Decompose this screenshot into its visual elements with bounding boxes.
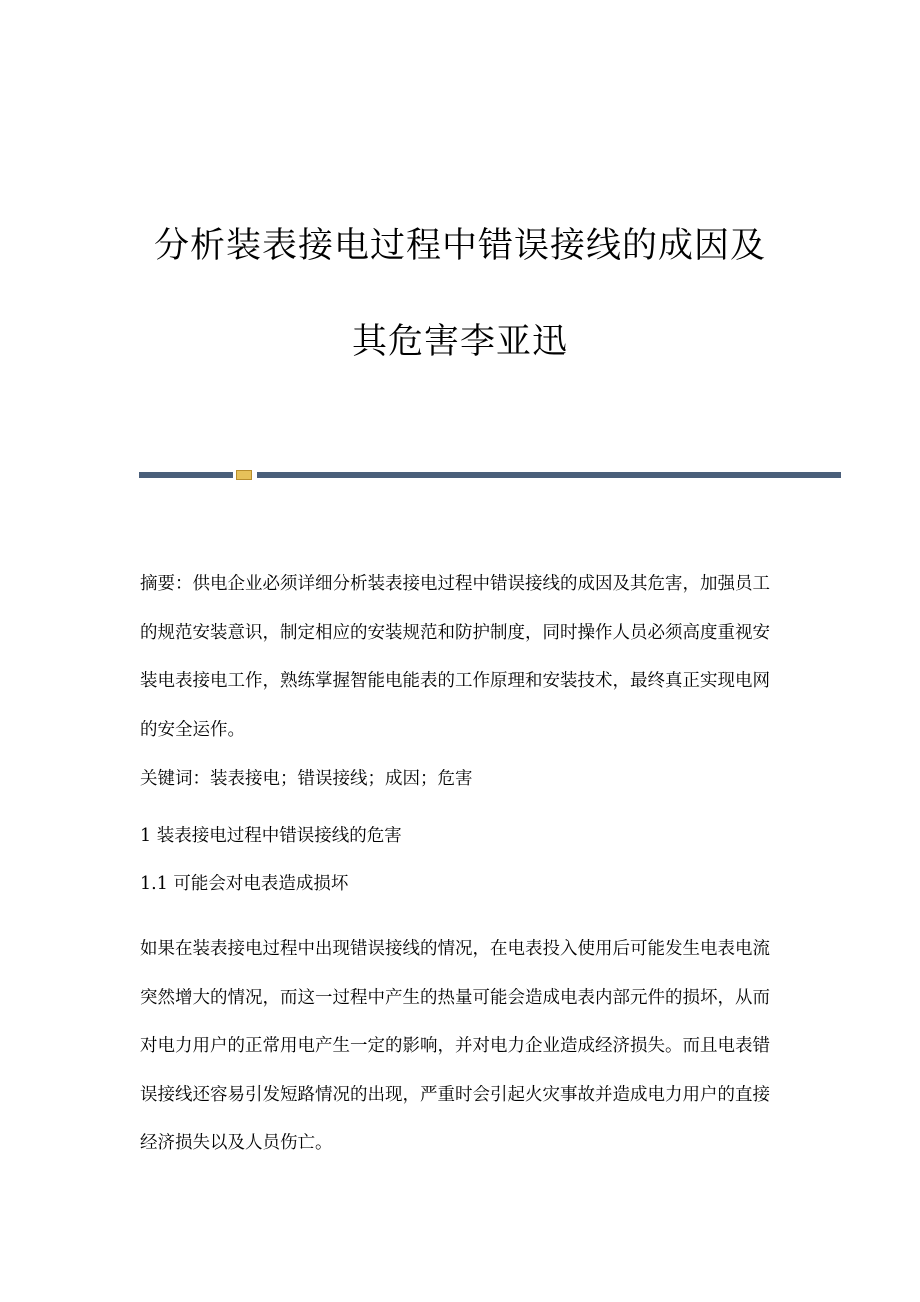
- divider-bar-left: [139, 472, 233, 478]
- document-title-line-1: 分析装表接电过程中错误接线的成因及: [153, 226, 766, 266]
- subsection-heading-1-1: 1.1 可能会对电表造成损坏: [140, 874, 349, 894]
- divider-bar-right: [257, 472, 841, 478]
- divider-ornament-icon: [236, 470, 252, 480]
- abstract-paragraph: 摘要：供电企业必须详细分析装表接电过程中错误接线的成因及其危害，加强员工的规范安装意识，制定相应的安装规范和防护制度，同时操作人员必须高度重视安装电表接电工作，熟练掌握智能电能表的工作原理和安装技术，最终真正实现电网的安全运作。: [140, 574, 770, 740]
- title-divider: [139, 470, 841, 480]
- body-paragraph: 如果在装表接电过程中出现错误接线的情况，在电表投入使用后可能发生电表电流突然增大的情况，而这一过程中产生的热量可能会造成电表内部元件的损坏，从而对电力用户的正常用电产生一定的影响，并对电力企业造成经济损失。而且电表错误接线还容易引发短路情况的出现，严重时会引起火灾事故并造成电力用户的直接经济损失以及人员伤亡。: [140, 939, 770, 1153]
- section-heading-1: 1 装表接电过程中错误接线的危害: [140, 826, 402, 846]
- document-title-line-2: 其危害李亚迅: [351, 322, 568, 362]
- keywords-line: 关键词：装表接电；错误接线；成因；危害: [140, 769, 473, 789]
